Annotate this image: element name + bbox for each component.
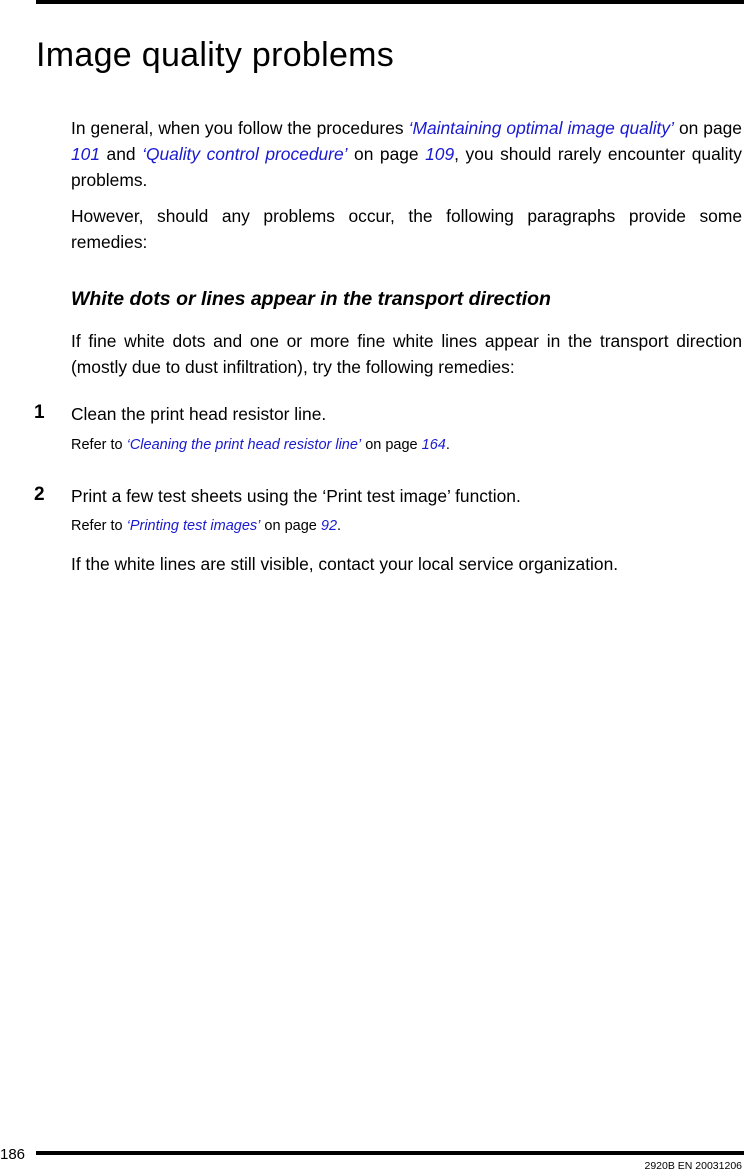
top-rule bbox=[36, 0, 744, 4]
document-code: 2920B EN 20031206 bbox=[644, 1160, 742, 1172]
remedies-paragraph: However, should any problems occur, the following paragraphs provide some remedies: bbox=[71, 206, 742, 252]
intro-text: , you should rarely encounter quality problems. bbox=[71, 144, 742, 190]
section-body: If fine white dots and one or more fine white lines appear in the transport direction (mostly due to dust infiltration), try the following remedies: bbox=[71, 331, 742, 377]
refer-text: . bbox=[445, 437, 450, 453]
link-page-101[interactable]: 101 bbox=[71, 144, 101, 164]
step-reference bbox=[71, 437, 450, 453]
step-number: 2 bbox=[34, 484, 45, 505]
link-cleaning-print-head[interactable]: ‘Cleaning the print head resistor line’ bbox=[126, 437, 362, 453]
page-title: Image quality problems bbox=[36, 36, 395, 74]
link-quality-control-procedure[interactable]: ‘Quality control procedure’ bbox=[142, 144, 348, 164]
step-text: Print a few test sheets using the ‘Print test image’ function. bbox=[71, 486, 521, 506]
refer-text: Refer to bbox=[71, 518, 127, 534]
link-page-92[interactable]: 92 bbox=[320, 518, 338, 534]
step-text: Clean the print head resistor line. bbox=[71, 404, 327, 424]
intro-paragraph bbox=[71, 115, 742, 193]
refer-text: . bbox=[337, 518, 342, 534]
intro-text: In general, when you follow the procedures bbox=[71, 118, 409, 138]
intro-text: on page bbox=[673, 118, 742, 138]
step-reference bbox=[71, 518, 341, 534]
refer-text: on page bbox=[361, 437, 422, 453]
bottom-rule bbox=[36, 1151, 744, 1155]
intro-text: on page bbox=[347, 144, 426, 164]
intro-text: and bbox=[100, 144, 143, 164]
link-maintaining-image-quality[interactable]: ‘Maintaining optimal image quality’ bbox=[408, 118, 674, 138]
refer-text: Refer to bbox=[71, 437, 127, 453]
section-heading: White dots or lines appear in the transport direction bbox=[71, 288, 551, 310]
page-number: 186 bbox=[0, 1146, 26, 1163]
closing-text: If the white lines are still visible, contact your local service organization. bbox=[71, 554, 619, 574]
link-printing-test-images[interactable]: ‘Printing test images’ bbox=[126, 518, 261, 534]
link-page-164[interactable]: 164 bbox=[421, 437, 446, 453]
refer-text: on page bbox=[260, 518, 321, 534]
link-page-109[interactable]: 109 bbox=[425, 144, 455, 164]
step-number: 1 bbox=[34, 402, 45, 423]
